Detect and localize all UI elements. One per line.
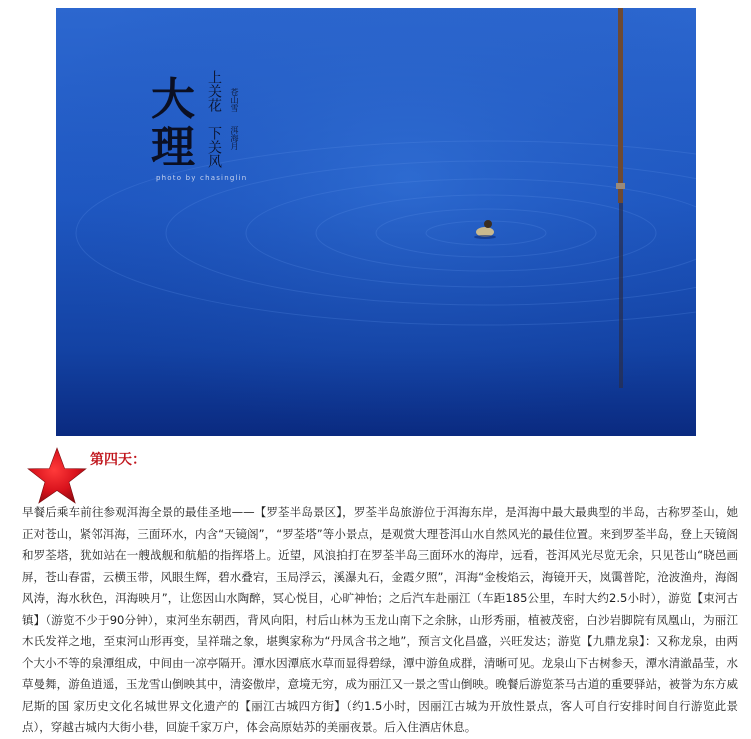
lake-scene — [56, 8, 696, 436]
itinerary-paragraph: 早餐后乘车前往参观洱海全景的最佳圣地——【罗荃半岛景区】，罗荃半岛旅游位于洱海东岸，是洱海中最大最典型的半岛，古称罗荃山，她正对苍山，紧邻洱海，三面环水，内含“天镜阁”，“罗荃塔”等小景点，是观赏大理苍洱山水自然风光的最佳位置。来到罗荃半岛，登上天镜阁和罗荃塔，犹如站在一艘战舰和航船的指挥塔上。近望，风浪拍打在罗荃半岛三面环水的海岸，远看，苍洱风光尽览无余，只见苍山“晓邑画屏，苍山春雷，云横玉带，风眼生辉，碧水叠宕，玉局浮云，溪瀑丸石，金霞夕照”，洱海“金梭焰云，海镜开天，岚霭普陀，沧波渔舟，海阁风涛，海水秋色，洱海映月”，让您因山水陶醉，冥心悦目，心旷神怡；之后汽车赴丽江（车距185公里，车时大约2.5小时），游览【束河古镇】（游览不少于90分钟），束河坐东朝西，背风向阳，村后山林为玉龙山南下之余脉，山形秀丽，植被茂密，白沙岩脚院有凤凰山，为丽江木氏发祥之地，至束河山形再变，呈祥瑞之象，堪舆家称为“丹凤含书之地”，预言文化昌盛，兴旺发达；游览【九鼎龙泉】：又称龙泉，由两个大小不等的泉潭组成，中间由一凉亭隔开。潭水因潭底水草而显得碧绿，潭中游鱼成群，清晰可见。龙泉山下古树参天，潭水清澈晶莹，水草曼舞，游鱼逍遥，玉龙雪山倒映其中，清姿傲岸，意境无穷，成为丽江又一景之雪山倒映。晚餐后游览茶马古道的重要驿站，被誉为东方威尼斯的国 家历史文化名城世界文化遗产的【丽江古城四方街】（约1.5小时，因丽江古城为开放性景点，客人可自行安排时间自行游览此景点），穿越古城内大街小巷，回旋千家万户，体会高原姑苏的美丽夜景。后入住酒店休息。 — [22, 505, 738, 734]
day-title: 第四天： — [90, 452, 146, 468]
red-star-icon — [26, 446, 88, 506]
calligraphy-line3: 苍山雪 — [230, 88, 239, 112]
calligraphy-li: 理 — [151, 122, 195, 173]
photo-credit: photo by chasinglin — [156, 174, 248, 182]
calligraphy-line1: 上关花 — [206, 70, 222, 112]
calligraphy-line4: 洱海月 — [230, 126, 239, 150]
hero-photo — [56, 8, 696, 436]
calligraphy-line2: 下关风 — [206, 126, 222, 168]
calligraphy-da: 大 — [151, 74, 195, 125]
